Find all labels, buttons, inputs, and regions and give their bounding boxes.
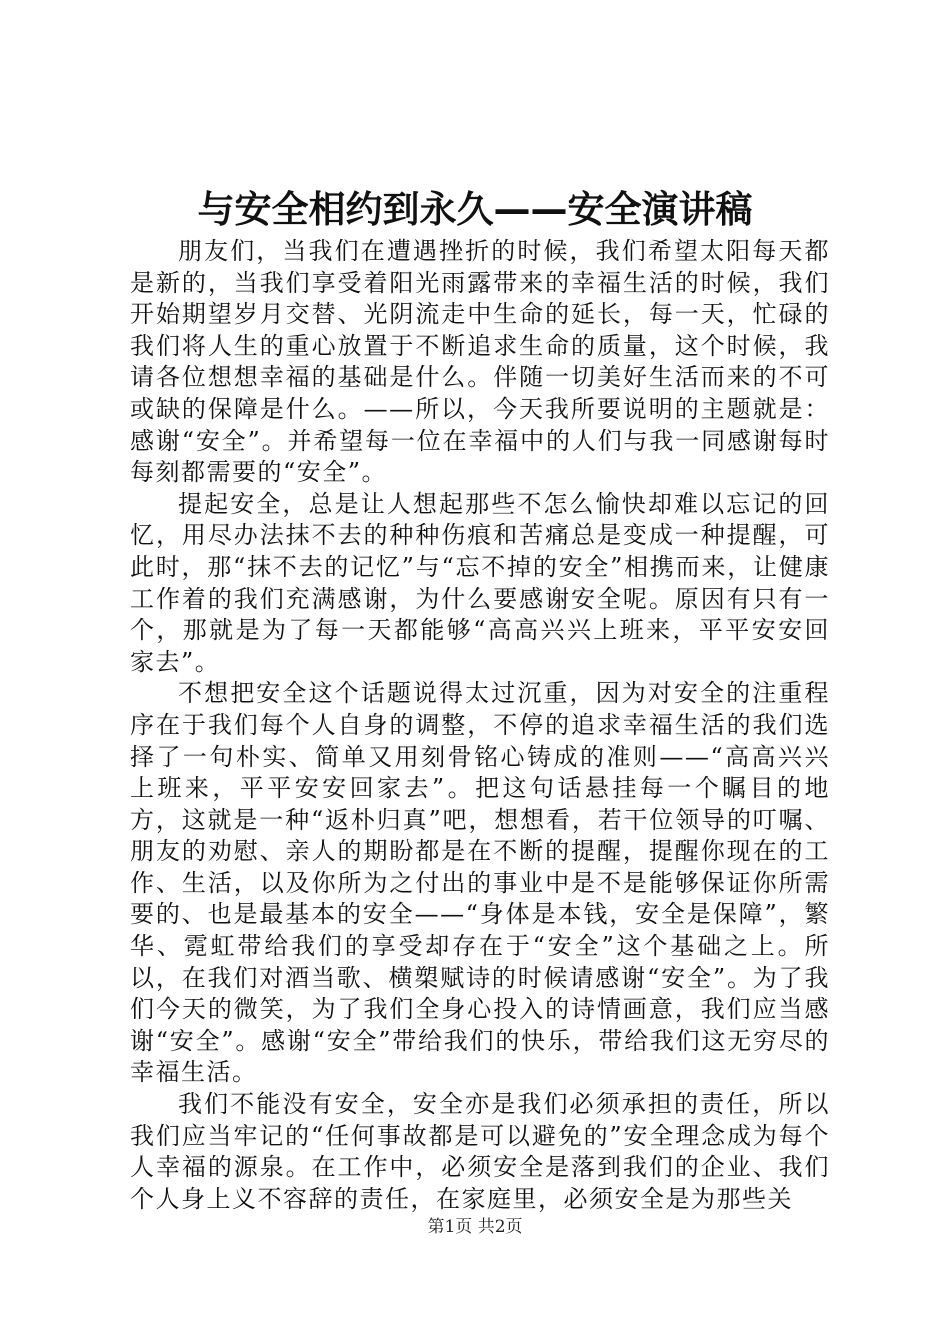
page-footer: 第1页 共2页	[427, 1217, 523, 1237]
paragraph: 朋友们，当我们在遭遇挫折的时候，我们希望太阳每天都是新的，当我们享受着阳光雨露带来的幸福生活的时候，我们开始期望岁月交替、光阴流走中生命的延长，每一天，忙碌的我们将人生的重心放置于不断追求生命的质量，这个时候，我请各位想想幸福的基础是什么。伴随一切美好生活而来的不可或缺的保障是什么。——所以，今天我所要说明的主题就是：感谢“安全”。并希望每一位在幸福中的人们与我一同感谢每时每刻都需要的“安全”。	[130, 237, 830, 487]
paragraph: 不想把安全这个话题说得太过沉重，因为对安全的注重程序在于我们每个人自身的调整，不停的追求幸福生活的我们选择了一句朴实、简单又用刻骨铭心铸成的准则——“高高兴兴上班来，平平安安回家去”。把这句话悬挂每一个瞩目的地方，这就是一种“返朴归真”吧，想想看，若干位领导的叮嘱、朋友的劝慰、亲人的期盼都是在不断的提醒，提醒你现在的工作、生活，以及你所为之付出的事业中是不是能够保证你所需要的、也是最基本的安全——“身体是本钱，安全是保障”，繁华、霓虹带给我们的享受却存在于“安全”这个基础之上。所以，在我们对酒当歌、横槊赋诗的时候请感谢“安全”。为了我们今天的微笑，为了我们全身心投入的诗情画意，我们应当感谢“安全”。感谢“安全”带给我们的快乐，带给我们这无穷尽的幸福生活。	[130, 679, 830, 1087]
paragraph: 提起安全，总是让人想起那些不怎么愉快却难以忘记的回忆，用尽办法抹不去的种种伤痕和苦痛总是变成一种提醒，可此时，那“抹不去的记忆”与“忘不掉的安全”相携而来，让健康工作着的我们充满感谢，为什么要感谢安全呢。原因有只有一个，那就是为了每一天都能够“高高兴兴上班来，平平安安回家去”。	[130, 489, 830, 676]
document-title: 与安全相约到永久——安全演讲稿	[197, 188, 753, 231]
document-body	[130, 236, 830, 1215]
paragraph: 我们不能没有安全，安全亦是我们必须承担的责任，所以我们应当牢记的“任何事故都是可以避免的”安全理念成为每个人幸福的源泉。在工作中，必须安全是落到我们的企业、我们个人身上义不容辞的责任，在家庭里，必须安全是为那些关	[130, 1090, 830, 1213]
